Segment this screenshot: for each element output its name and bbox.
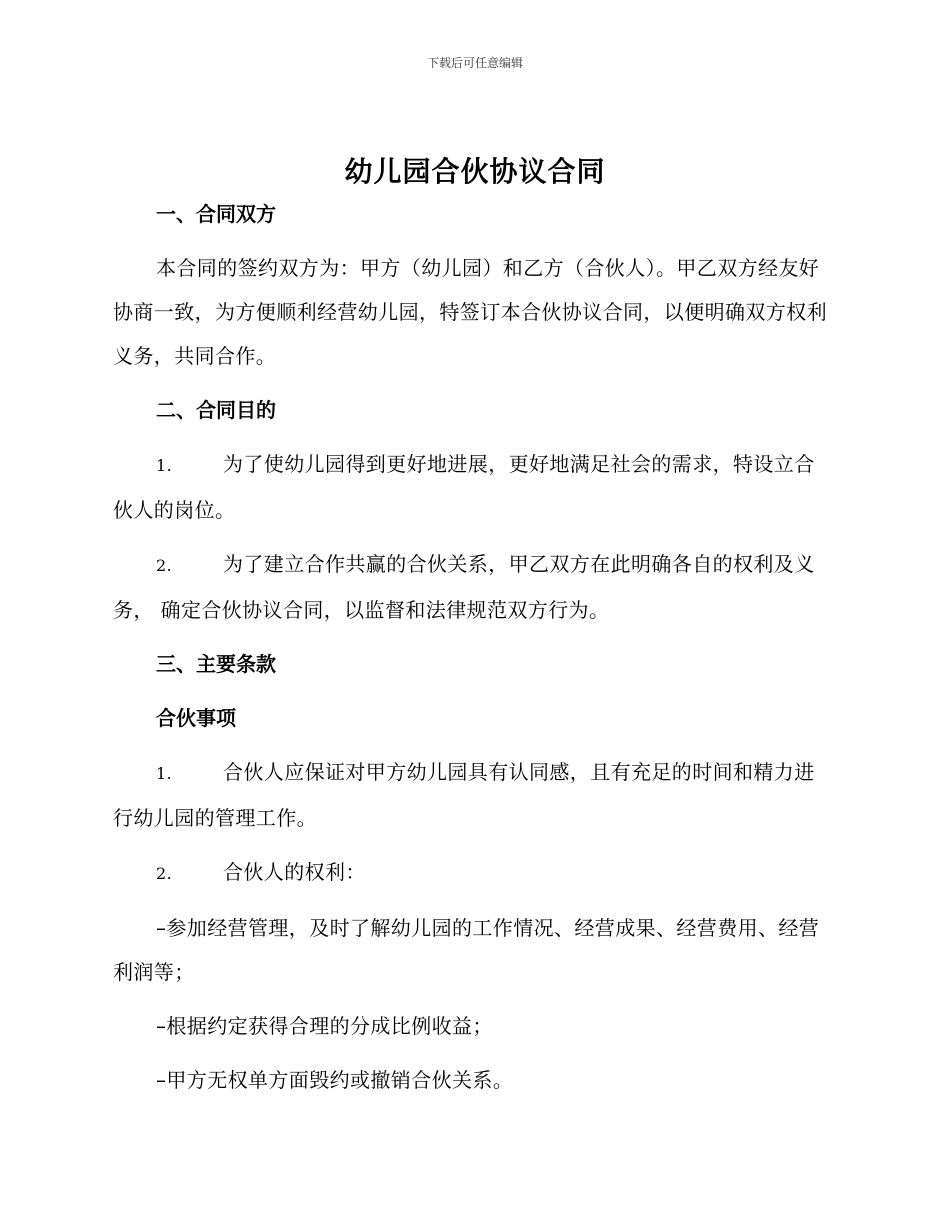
section-heading-purpose: 二、合同目的 bbox=[156, 398, 276, 422]
document-title: 幼儿园合伙协议合同 bbox=[344, 155, 606, 188]
list-number: 2. bbox=[156, 864, 173, 883]
terms-item-1 bbox=[113, 750, 833, 840]
terms-item-1-text: 合伙人应保证对甲方幼儿园具有认同感，且有充足的时间和精力进行幼儿园的管理工作。 bbox=[113, 760, 815, 830]
terms-item-2 bbox=[113, 850, 833, 896]
section-heading-parties: 一、合同双方 bbox=[156, 202, 276, 226]
purpose-item-1-text: 为了使幼儿园得到更好地进展，更好地满足社会的需求，特设立合伙人的岗位。 bbox=[113, 452, 815, 522]
parties-paragraph: 本合同的签约双方为：甲方（幼儿园）和乙方（合伙人）。甲乙双方经友好协商一致，为方便顺利经营幼儿园，特签订本合伙协议合同，以便明确双方权利义务，共同合作。 bbox=[113, 256, 827, 368]
rights-bullet-1: –参加经营管理，及时了解幼儿园的工作情况、经营成果、经营费用、经营利润等； bbox=[113, 916, 820, 984]
list-number: 1. bbox=[156, 764, 173, 783]
list-number: 2. bbox=[156, 556, 173, 575]
terms-item-2-text: 合伙人的权利： bbox=[223, 860, 366, 884]
list-number: 1. bbox=[156, 456, 173, 475]
purpose-item-2-text: 为了建立合作共赢的合伙关系，甲乙双方在此明确各自的权利及义务， 确定合伙协议合同，以监督和法律规范双方行为。 bbox=[113, 552, 815, 622]
purpose-item-1 bbox=[113, 442, 833, 532]
document-body bbox=[113, 190, 833, 1102]
rights-bullet-2: –根据约定获得合理的分成比例收益； bbox=[156, 1014, 493, 1038]
purpose-item-2 bbox=[113, 542, 833, 632]
subsection-heading-partnership-matters: 合伙事项 bbox=[156, 706, 236, 730]
section-heading-main-terms: 三、主要条款 bbox=[156, 652, 276, 676]
rights-bullet-3: –甲方无权单方面毁约或撤销合伙关系。 bbox=[156, 1068, 514, 1092]
header-note: 下载后可任意编辑 bbox=[426, 56, 523, 70]
